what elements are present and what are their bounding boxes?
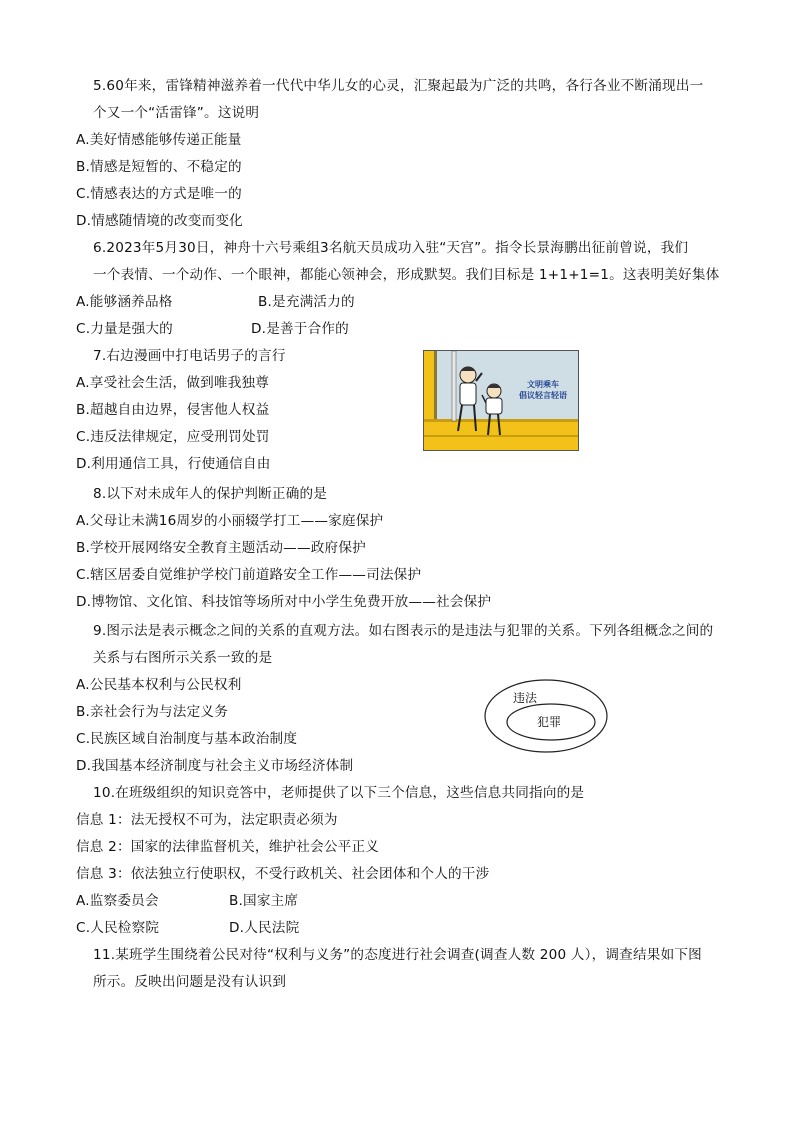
q10-info-2: 信息 2：国家的法律监督机关，维护社会公平正义 (76, 839, 380, 855)
q6-option-b: B.是充满活力的 (258, 294, 355, 310)
q10-option-c: C.人民检察院 (76, 920, 160, 936)
q7-option-a: A.享受社会生活，做到唯我独尊 (76, 375, 270, 391)
q10-info-3: 信息 3：依法独立行使职权，不受行政机关、社会团体和个人的干涉 (76, 866, 490, 882)
q11-stem-line2: 所示。反映出问题是没有认识到 (93, 974, 287, 990)
q5-option-b: B.情感是短暂的、不稳定的 (76, 159, 242, 175)
q5-option-d: D.情感随情境的改变而变化 (76, 213, 243, 229)
q9-stem-line1: 9.图示法是表示概念之间的关系的直观方法。如右图表示的是违法与犯罪的关系。下列各组概念之间的 (93, 623, 714, 639)
q10-info-1: 信息 1：法无授权不可为，法定职责必须为 (76, 812, 338, 828)
q11-stem-line1: 11.某班学生围绕着公民对待“权利与义务”的态度进行社会调查(调查人数 200 人），调查结果如下图 (93, 947, 702, 963)
q6-option-d: D.是善于合作的 (251, 321, 349, 337)
q9-option-a: A.公民基本权利与公民权利 (76, 677, 242, 693)
q7-cartoon-image (423, 350, 579, 451)
q7-option-c: C.违反法律规定，应受刑罚处罚 (76, 429, 270, 445)
q5-stem-line2: 个又一个“活雷锋”。这说明 (93, 105, 260, 121)
q8-option-b: B.学校开展网络安全教育主题活动——政府保护 (76, 540, 366, 556)
cartoon-caption-line1: 文明乘车 (527, 380, 559, 389)
q9-option-d: D.我国基本经济制度与社会主义市场经济体制 (76, 758, 354, 774)
q6-stem-line1: 6.2023年5月30日，神舟十六号乘组3名航天员成功入驻“天宫”。指令长景海鹏出征前曾说，我们 (93, 240, 689, 256)
q8-option-c: C.辖区居委自觉维护学校门前道路安全工作——司法保护 (76, 567, 422, 583)
q9-option-b: B.亲社会行为与法定义务 (76, 704, 228, 720)
q7-option-d: D.利用通信工具，行使通信自由 (76, 456, 271, 472)
q7-option-b: B.超越自由边界，侵害他人权益 (76, 402, 270, 418)
q5-option-c: C.情感表达的方式是唯一的 (76, 186, 242, 202)
q8-stem: 8.以下对未成年人的保护判断正确的是 (93, 486, 328, 502)
q6-stem-line2: 一个表情、一个动作、一个眼神，都能心领神会，形成默契。我们目标是 1+1+1=1。这表明美好集体 (93, 267, 720, 283)
q8-option-d: D.博物馆、文化馆、科技馆等场所对中小学生免费开放——社会保护 (76, 594, 492, 610)
venn-inner-label: 犯罪 (537, 715, 562, 729)
q10-option-d: D.人民法院 (229, 920, 300, 936)
q6-option-c: C.力量是强大的 (76, 321, 173, 337)
q5-option-a: A.美好情感能够传递正能量 (76, 132, 242, 148)
q10-stem: 10.在班级组织的知识竞答中，老师提供了以下三个信息，这些信息共同指向的是 (93, 785, 585, 801)
q9-option-c: C.民族区域自治制度与基本政治制度 (76, 731, 298, 747)
q7-stem: 7.右边漫画中打电话男子的言行 (93, 348, 286, 364)
q6-option-a: A.能够涵养品格 (76, 294, 173, 310)
q5-stem-line1: 5.60年来，雷锋精神滋养着一代代中华儿女的心灵，汇聚起最为广泛的共鸣，各行各业不断涌现出一 (93, 78, 704, 94)
q8-option-a: A.父母让未满16周岁的小丽辍学打工——家庭保护 (76, 513, 384, 529)
cartoon-caption-line2: 倡议轻言轻语 (519, 391, 567, 400)
q10-option-a: A.监察委员会 (76, 893, 159, 909)
venn-outer-label: 违法 (513, 691, 538, 705)
q9-stem-line2: 关系与右图所示关系一致的是 (93, 650, 273, 666)
q10-option-b: B.国家主席 (229, 893, 299, 909)
